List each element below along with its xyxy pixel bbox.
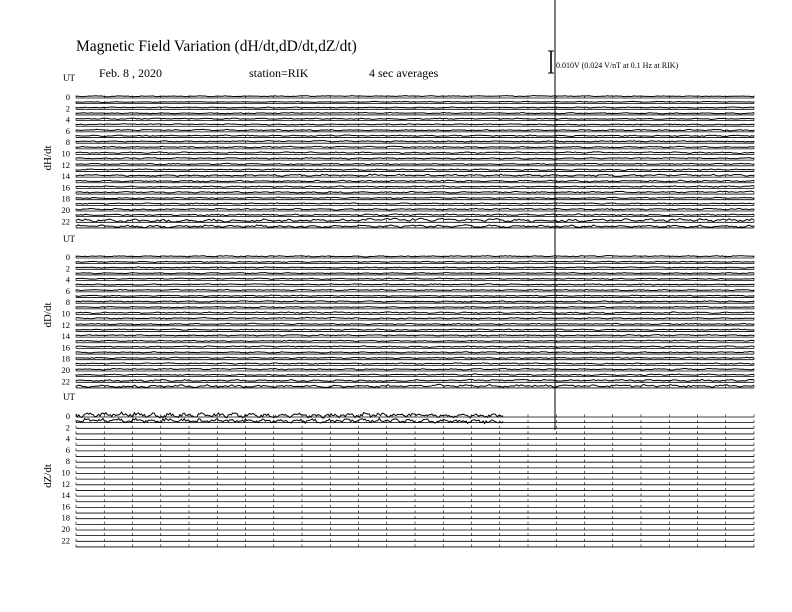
hour-tick-label: 16: [61, 182, 70, 193]
hour-tick-label: 2: [65, 422, 70, 433]
y-axis-label: dZ/dt: [42, 464, 54, 488]
hour-tick-label: 2: [65, 263, 70, 274]
hour-tick-label: 0: [65, 252, 70, 262]
hour-tick-label: 8: [65, 456, 70, 467]
hour-tick-label: 18: [61, 193, 70, 204]
hour-tick-label: 6: [65, 444, 70, 455]
hour-tick-label: 0: [65, 92, 70, 102]
hour-tick-label: 12: [61, 319, 70, 330]
hour-tick-label: 0: [65, 411, 70, 421]
hour-tick-label: 18: [61, 353, 70, 364]
hour-tick-label: 8: [65, 137, 70, 148]
y-axis-label: dD/dt: [42, 302, 54, 328]
scale-note: 0.010V (0.024 V/nT at 0.1 Hz at RIK): [556, 61, 679, 70]
averaging-label: 4 sec averages: [369, 66, 439, 80]
hour-tick-label: 16: [61, 501, 70, 512]
hour-tick-label: 10: [61, 308, 70, 319]
trace-hour-12: [76, 163, 754, 164]
hour-tick-label: 12: [61, 159, 70, 170]
trace-hour-6: [76, 289, 754, 290]
hour-tick-label: 2: [65, 103, 70, 114]
hour-tick-label: 14: [61, 331, 70, 342]
chart-title: Magnetic Field Variation (dH/dt,dD/dt,dZ/dt): [76, 38, 357, 55]
y-axis-label: dH/dt: [42, 145, 54, 171]
hour-tick-label: 6: [65, 125, 70, 136]
hour-tick-label: 6: [65, 285, 70, 296]
hour-tick-label: 22: [61, 376, 70, 387]
hour-tick-label: 22: [61, 216, 70, 227]
hour-tick-label: 12: [61, 478, 70, 489]
hour-tick-label: 16: [61, 342, 70, 353]
ut-axis-label: UT: [63, 73, 75, 83]
hour-tick-label: 18: [61, 512, 70, 523]
hour-tick-label: 14: [61, 171, 70, 182]
ut-axis-label: UT: [63, 392, 75, 402]
hour-tick-label: 4: [65, 274, 70, 285]
hour-tick-label: 10: [61, 148, 70, 159]
station-label: station=RIK: [249, 66, 309, 80]
hour-tick-label: 4: [65, 433, 70, 444]
ut-axis-label: UT: [63, 234, 75, 244]
hour-tick-label: 10: [61, 467, 70, 478]
trace-hour-0: [76, 96, 754, 97]
hour-tick-label: 4: [65, 114, 70, 125]
hour-tick-label: 22: [61, 535, 70, 546]
hour-tick-label: 14: [61, 490, 70, 501]
hour-tick-label: 20: [61, 524, 70, 534]
hour-tick-label: 8: [65, 297, 70, 308]
date-label: Feb. 8 , 2020: [99, 66, 162, 80]
hour-tick-label: 20: [61, 365, 70, 375]
hour-tick-label: 20: [61, 205, 70, 215]
